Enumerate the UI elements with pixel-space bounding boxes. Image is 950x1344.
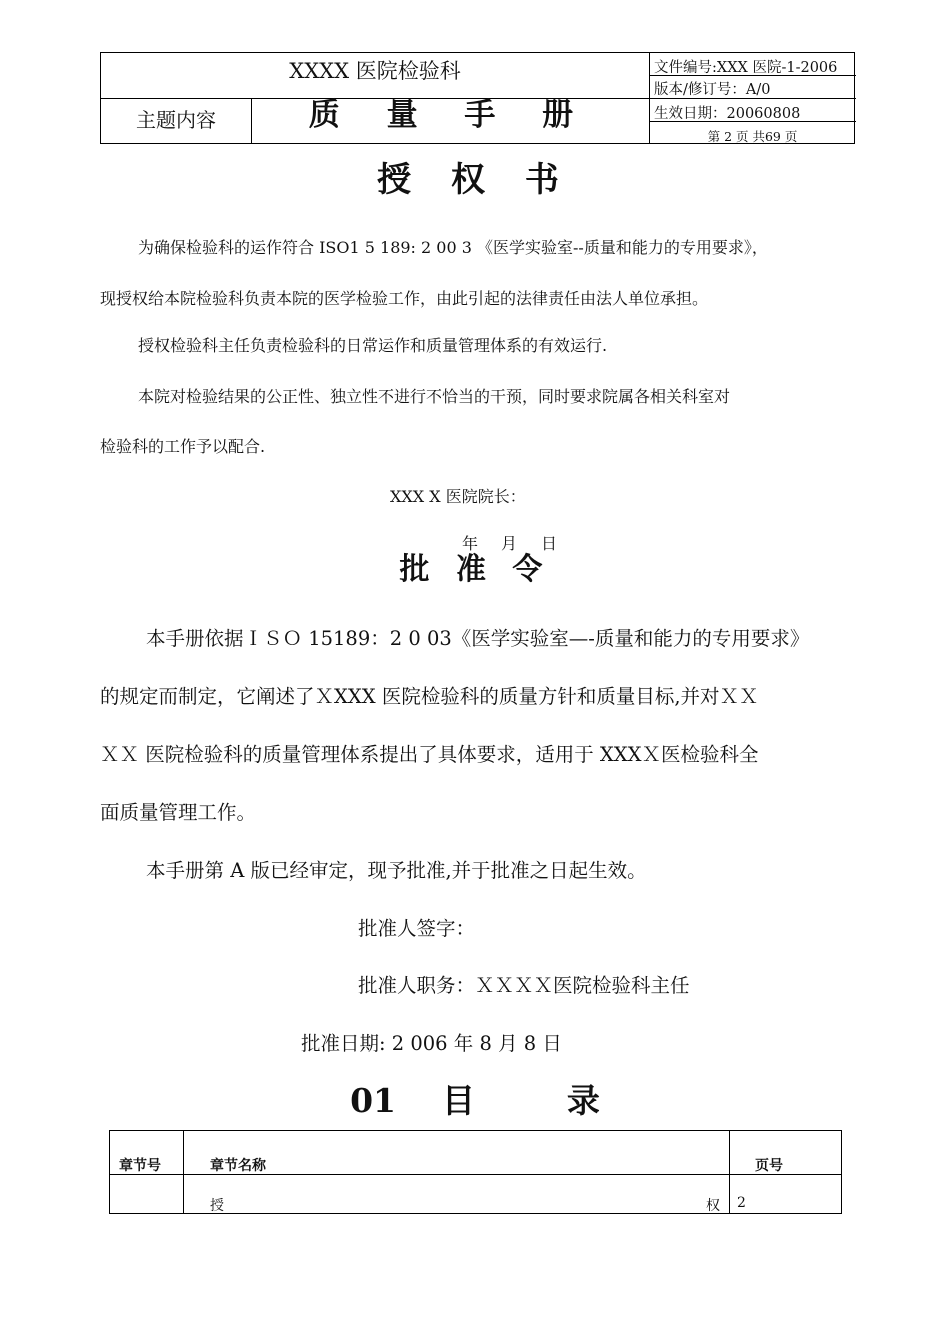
authorization-title: 授 权 书: [377, 160, 573, 200]
approval-paragraph-line: ＸＸ 医院检验科的质量管理体系提出了具体要求，适用于 XXXＸ医检验科全: [100, 743, 759, 766]
date-day-label: 日: [541, 534, 558, 553]
approval-paragraph-line: 面质量管理工作。: [100, 801, 257, 824]
approver-signature-label: 批准人签字：: [358, 917, 476, 940]
authorization-paragraph-line: 本院对检验结果的公正性、独立性不进行不恰当的干预，同时要求院属各相关科室对: [138, 387, 731, 406]
toc-row-name-end[interactable]: 权: [706, 1198, 720, 1214]
toc-column-divider: [183, 1131, 184, 1213]
document-header-table: [100, 52, 855, 144]
date-year-label: 年: [462, 534, 479, 553]
approval-paragraph-line: 的规定而制定，它阐述了ＸXXX 医院检验科的质量方针和质量目标,并对ＸＸ: [100, 685, 759, 708]
approval-paragraph-line: 本手册依据ＩＳＯ 15189：2 0 03《医学实验室—-质量和能力的专用要求》: [146, 627, 810, 650]
authorization-paragraph-line: 为确保检验科的运作符合 ISO1 5 189: 2 00 3 《医学实验室--质量和能力的专用要求》，: [138, 238, 768, 257]
toc-row-name-start[interactable]: 授: [210, 1198, 224, 1214]
approval-paragraph-line: 本手册第 A 版已经审定，现予批准,并于批准之日起生效。: [146, 859, 647, 882]
toc-title: 01 目 录: [350, 1081, 600, 1120]
authorization-signer: XXX X 医院院长：: [390, 487, 526, 506]
toc-header-name: 章节名称: [210, 1158, 266, 1174]
manual-title: 质 量 手 册: [308, 97, 592, 133]
toc-column-divider: [729, 1131, 730, 1213]
toc-table: [109, 1130, 842, 1214]
toc-header-chapter: 章节号: [119, 1158, 161, 1174]
effective-date: 生效日期：20060808: [654, 106, 801, 122]
toc-row-page[interactable]: 2: [737, 1195, 746, 1211]
topic-label: 主题内容: [136, 108, 216, 132]
authorization-paragraph-line: 授权检验科主任负责检验科的日常运作和质量管理体系的有效运行.: [138, 336, 608, 355]
page-info: 第 2 页 共69 页: [707, 129, 798, 144]
organization-name: XXXX 医院检验科: [289, 59, 461, 83]
document-number: 文件编号:XXX 医院-1-2006: [654, 60, 838, 76]
approver-position-label: 批准人职务：ＸＸＸＸ医院检验科主任: [358, 974, 690, 997]
authorization-paragraph-line: 现授权给本院检验科负责本院的医学检验工作，由此引起的法律责任由法人单位承担。: [100, 289, 709, 308]
approval-date-label: 批准日期: 2 006 年 8 月 8 日: [301, 1032, 562, 1055]
approval-title: 批 准 令: [399, 552, 551, 587]
toc-header-page: 页号: [755, 1158, 783, 1174]
date-month-label: 月: [501, 534, 518, 553]
authorization-paragraph-line: 检验科的工作予以配合.: [100, 437, 266, 456]
version-number: 版本/修订号：A/0: [654, 82, 771, 98]
